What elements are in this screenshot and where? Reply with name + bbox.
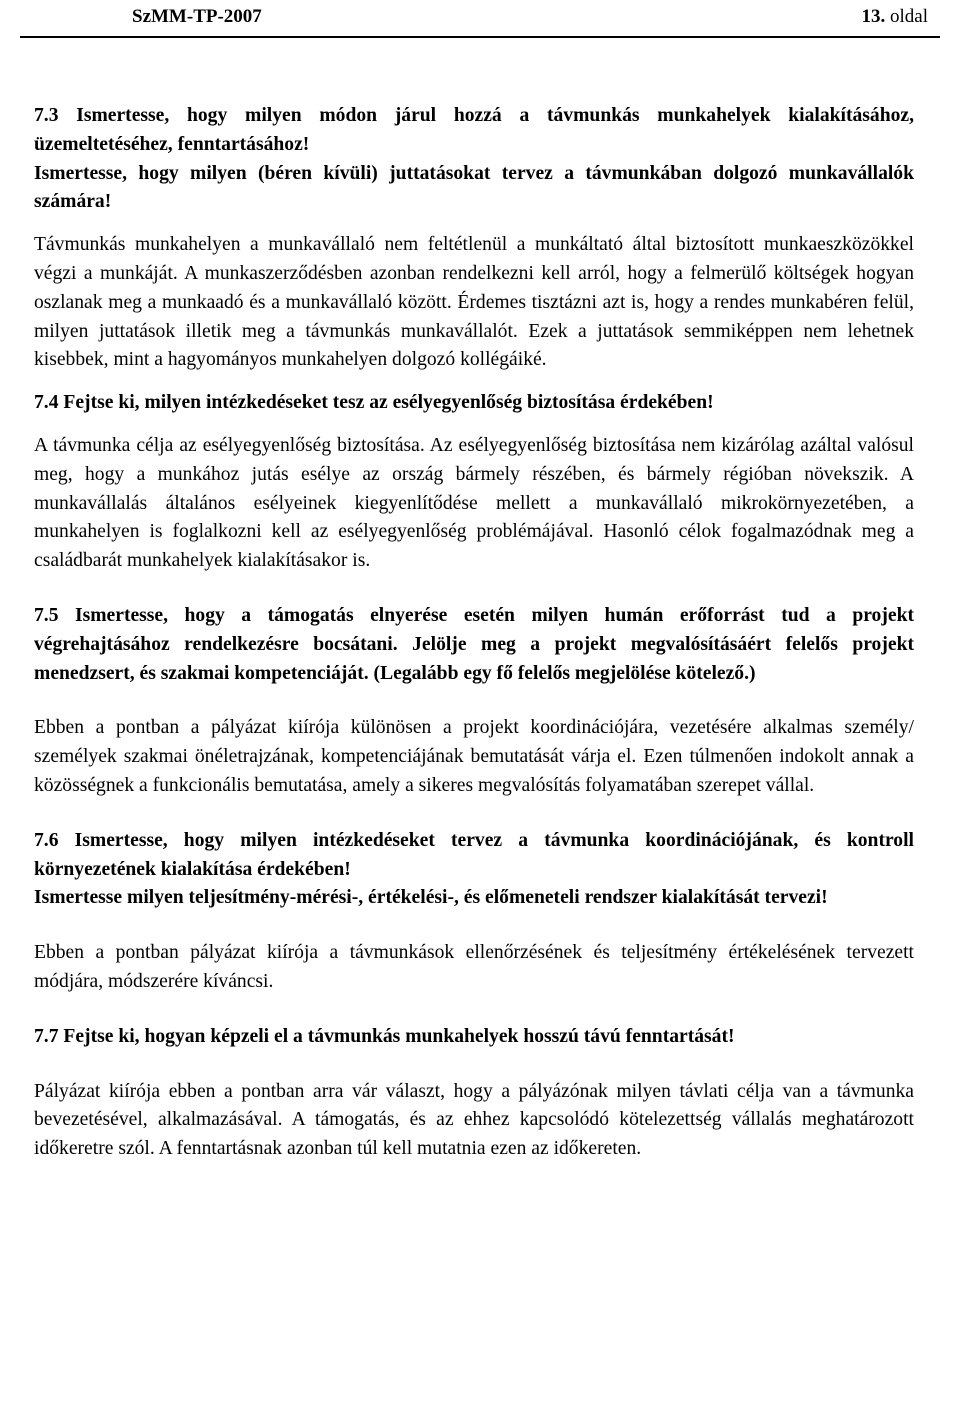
question-7-4: 7.4 Fejtse ki, milyen intézkedéseket tesz az esélyegyenlőség biztosítása érdekében! <box>34 392 714 414</box>
page-body <box>34 102 914 1164</box>
answer-7-5: Ebben a pontban a pályázat kiírója különösen a projekt koordinációjára, vezetésére alkalmas személy/ személyek szakmai önéletrajzának, kompetenciájának bemutatását várja el. Ezen túlmenően indokolt annak a közösségnek a funkcionális bemutatása, amely a sikeres megvalósítás folyamatában szerepet vállal. <box>34 717 914 796</box>
answer-7-7: Pályázat kiírója ebben a pontban arra vár választ, hogy a pályázónak milyen távlati célja van a távmunka bevezetésével, alkalmazásával. A támogatás, és az ehhez kapcsolódó kötelezettség vállalás meghatározott időkeretre szól. A fenntartásnak azonban túl kell mutatnia ezen az időkereten. <box>34 1080 914 1160</box>
page-header <box>20 0 940 38</box>
question-7-3: 7.3 Ismertesse, hogy milyen módon járul hozzá a távmunkás munkahelyek kialakításához, üzemeltetéséhez, fenntartásához! <box>34 105 914 155</box>
question-7-3b: Ismertesse, hogy milyen (béren kívüli) juttatásokat tervez a távmunkában dolgozó munkavállalók számára! <box>34 162 914 213</box>
page-label: oldal <box>890 6 928 27</box>
document-id: SzMM-TP-2007 <box>132 6 262 27</box>
question-7-7: 7.7 Fejtse ki, hogyan képzeli el a távmunkás munkahelyek hosszú távú fenntartását! <box>34 1025 735 1047</box>
question-7-6b: Ismertesse milyen teljesítmény-mérési-, értékelési-, és előmeneteli rendszer kialakítását tervezi! <box>34 887 828 909</box>
answer-7-3: Távmunkás munkahelyen a munkavállaló nem feltétlenül a munkáltató által biztosított munkaeszközökkel végzi a munkáját. A munkaszerződésben azonban rendelkezni kell arról, hogy a felmerülő költségek hogyan oszlanak meg a munkaadó és a munkavállaló között. Érdemes tisztázni azt is, hogy a rendes munkabéren felül, milyen juttatások illetik meg a távmunkás munkavállalót. Ezek a juttatások semmiképpen nem lehetnek kisebbek, mint a hagyományos munkahelyen dolgozó kollégáiké. <box>34 234 914 371</box>
page-number <box>862 6 929 28</box>
question-7-6: 7.6 Ismertesse, hogy milyen intézkedéseket tervez a távmunka koordinációjának, és kontroll környezetének kialakítása érdekében! <box>34 829 914 880</box>
answer-7-4: A távmunka célja az esélyegyenlőség biztosítása. Az esélyegyenlőség biztosítása nem kizárólag azáltal valósul meg, hogy a munkához jutás esélye az ország bármely részében, és bármely régióban növekszik. A munkavállalás általános esélyeinek kiegyenlítődése mellett a munkavállaló mikrokörnyezetében, a munkahelyen is foglalkozni kell az esélyegyenlőség problémájával. Hasonló célok fogalmazódnak meg a családbarát munkahelyek kialakításakor is. <box>34 434 914 572</box>
page-number-value: 13. <box>861 6 886 27</box>
question-7-5: 7.5 Ismertesse, hogy a támogatás elnyerése esetén milyen humán erőforrást tud a projekt végrehajtásához rendelkezésre bocsátani. Jelölje meg a projekt megvalósításáért felelős projekt menedzsert, és szakmai kompetenciáját. (Legalább egy fő felelős megjelölése kötelező.) <box>34 604 914 684</box>
answer-7-6: Ebben a pontban pályázat kiírója a távmunkások ellenőrzésének és teljesítmény értékelésének tervezett módjára, módszerére kíváncsi. <box>34 942 914 992</box>
